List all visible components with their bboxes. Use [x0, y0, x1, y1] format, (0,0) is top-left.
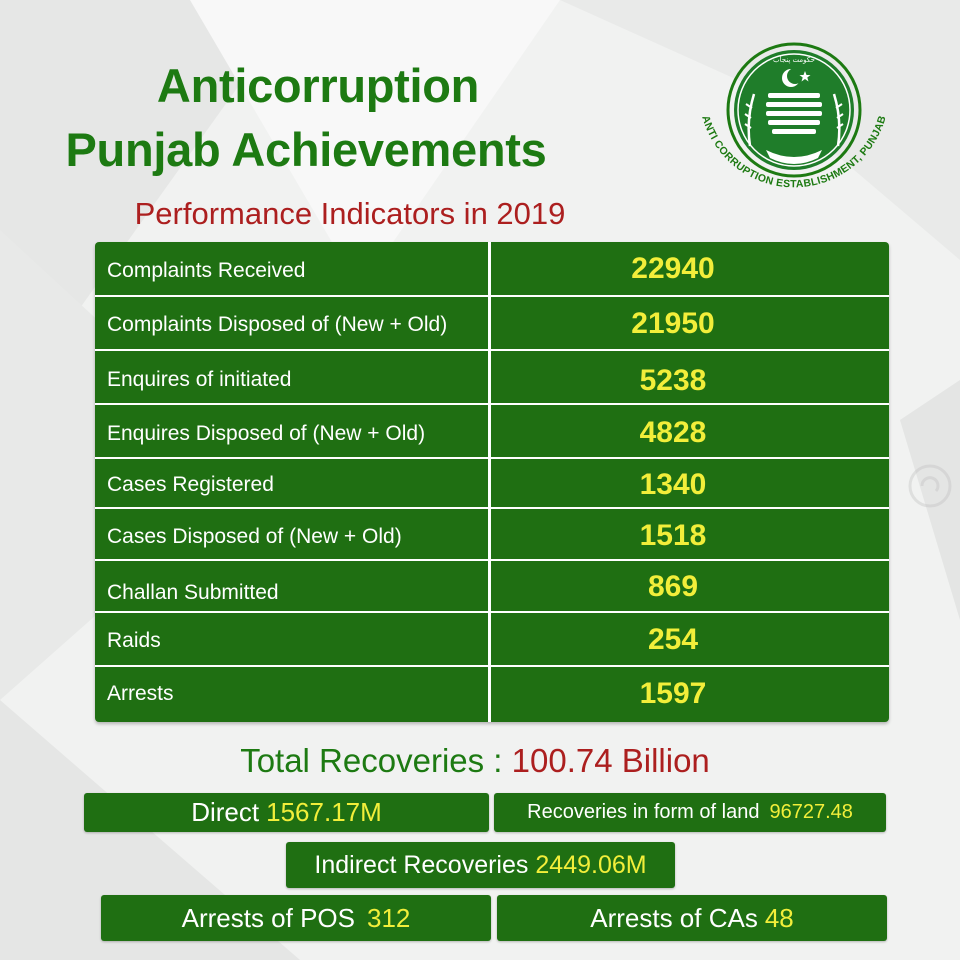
indicator-value: 1597 — [639, 677, 707, 710]
indicator-value: 5238 — [639, 364, 707, 397]
table-row — [95, 242, 889, 296]
arrests-cas-box — [497, 895, 887, 941]
indirect-recoveries-box — [286, 842, 675, 888]
indicator-label: Raids — [107, 629, 161, 652]
land-label: Recoveries in form of land — [527, 801, 760, 823]
indicator-label: Challan Submitted — [107, 581, 279, 604]
table-row — [95, 405, 889, 457]
indicator-label: Arrests — [107, 682, 174, 705]
page-title-line1: Anticorruption — [156, 59, 480, 112]
arrests-pos-box — [101, 895, 491, 941]
indicator-label: Cases Disposed of (New + Old) — [107, 525, 402, 548]
indicator-value: 21950 — [631, 307, 715, 340]
indirect-value: 2449.06M — [535, 850, 647, 879]
indicator-value: 1518 — [639, 519, 707, 552]
page-subtitle: Performance Indicators in 2019 — [134, 196, 566, 231]
arrests-cas-value: 48 — [764, 902, 794, 933]
table-row — [95, 561, 889, 611]
indicators-table — [95, 242, 889, 722]
table-row — [95, 613, 889, 665]
indicator-value: 4828 — [639, 416, 707, 449]
arrests-cas-label: Arrests of CAs — [590, 902, 758, 933]
indicator-label: Complaints Disposed of (New + Old) — [107, 313, 448, 336]
total-recoveries — [0, 740, 950, 782]
indirect-label: Indirect Recoveries — [314, 850, 529, 879]
indicator-label: Cases Registered — [107, 473, 274, 496]
indicator-label: Enquires of initiated — [107, 368, 292, 391]
table-row — [95, 351, 889, 403]
arrests-pos-value: 312 — [367, 902, 411, 933]
total-recoveries-label: Total Recoveries : — [240, 742, 503, 779]
table-row — [95, 297, 889, 349]
svg-text:ﺣﮑﻮﻣﺖ ﭘﻨﺠﺎﺏ: ﺣﮑﻮﻣﺖ ﭘﻨﺠﺎﺏ — [773, 56, 815, 64]
arrests-pos-label: Arrests of POS — [181, 902, 355, 933]
table-row — [95, 667, 889, 722]
indicator-label: Complaints Received — [107, 259, 306, 282]
table-row — [95, 509, 889, 559]
direct-value: 1567.17M — [266, 797, 382, 827]
land-value: 96727.48 — [769, 801, 853, 823]
page-title-line2: Punjab Achievements — [65, 123, 547, 176]
indicator-value: 22940 — [631, 252, 715, 285]
total-recoveries-value: 100.74 Billion — [511, 742, 710, 779]
indicator-label: Enquires Disposed of (New + Old) — [107, 422, 426, 445]
indicator-value: 254 — [647, 623, 699, 656]
table-row — [95, 459, 889, 507]
direct-label: Direct — [191, 797, 260, 827]
logo-ring-text: ANTI CORRUPTION ESTABLISHMENT, PUNJAB — [699, 114, 889, 191]
direct-recoveries-box — [84, 793, 489, 832]
indicator-value: 869 — [647, 570, 699, 603]
land-recoveries-box — [494, 793, 886, 832]
ace-punjab-logo — [688, 38, 898, 218]
indicator-value: 1340 — [639, 468, 707, 501]
